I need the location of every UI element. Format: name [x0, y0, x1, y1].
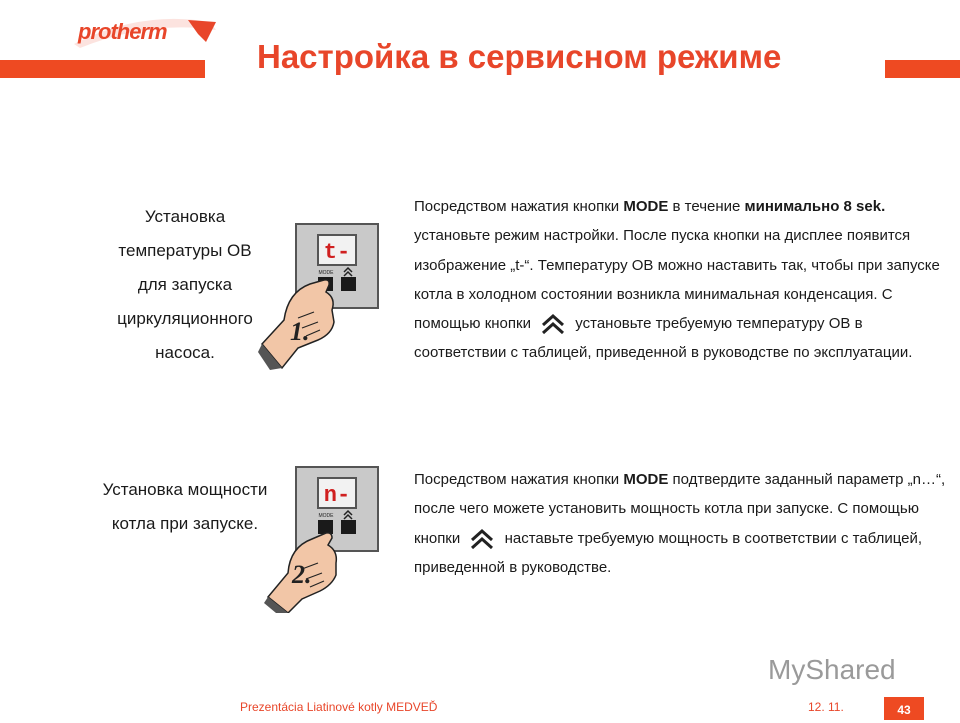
- section2-label-line: Установка мощности: [102, 480, 268, 499]
- desc-bold-mode: MODE: [623, 198, 669, 215]
- desc-text: наставьте требуемую мощность в соответствии с таблицей, приведенной в руководстве.: [414, 529, 923, 576]
- step-number: 1.: [290, 317, 310, 346]
- header-accent-bar-left: [0, 60, 205, 78]
- desc-bold-duration: минимально 8 sek.: [744, 198, 886, 215]
- desc-text: Посредством нажатия кнопки: [414, 471, 624, 488]
- protherm-logo: [70, 16, 220, 50]
- panel-display-text: n-: [323, 483, 351, 508]
- section1-label-line: циркуляционного: [117, 309, 253, 328]
- header-accent-bar-right: [885, 60, 960, 78]
- up-button-icon: [341, 277, 356, 291]
- logo-text: protherm: [78, 19, 167, 44]
- section1-label-line: для запуска: [137, 275, 233, 294]
- desc-text: Посредством нажатия кнопки: [414, 198, 624, 215]
- panel-mode-label: MODE: [318, 270, 334, 276]
- desc-text: в течение: [668, 198, 745, 215]
- myshared-watermark: [768, 654, 896, 686]
- desc-text: установьте требуемую температуру ОВ в соответствии с таблицей, приведенной в руководстве по эксплуатации.: [414, 315, 913, 362]
- section1-description: [414, 192, 954, 368]
- up-button-icon: [341, 520, 356, 534]
- watermark-text: MyShared: [768, 654, 896, 685]
- up-chevron-icon: [468, 528, 496, 550]
- footer-date: [808, 700, 844, 714]
- panel-mode-label: MODE: [318, 513, 334, 519]
- footer-presentation-title: Prezentácia Liatinové kotly MEDVEĎ: [240, 700, 438, 714]
- section1-label-line: температуры ОВ: [118, 241, 252, 260]
- control-panel-illustration-1: [258, 222, 383, 370]
- step-number: 2.: [292, 560, 312, 589]
- mode-button-icon: [318, 520, 333, 534]
- desc-bold-mode: MODE: [623, 471, 669, 488]
- footer-date-text: 12. 11.: [808, 700, 844, 714]
- page-number: 43: [884, 697, 924, 720]
- control-panel-illustration-2: [258, 465, 383, 613]
- section1-label-line: насоса.: [155, 343, 215, 362]
- section2-label-line: котла при запуске.: [111, 514, 259, 533]
- desc-text: установьте режим настройки. После пуска кнопки на дисплее появится изображение „t-“. Температуру ОВ можно наставить так, чтобы при запуске котла в холодном состоянии возникла минимальная конденсация. С помощью кнопки: [414, 227, 940, 333]
- desc-text: подтвердите заданный параметр „n…“, после чего можете установить мощность котла при запуске. С помощью кнопки: [414, 471, 946, 547]
- page-title: Настройка в сервисном режиме: [257, 38, 782, 75]
- panel-display-text: t-: [323, 240, 351, 265]
- section1-label-line: Установка: [144, 207, 226, 226]
- up-chevron-icon: [539, 313, 567, 335]
- section2-description: [414, 465, 954, 582]
